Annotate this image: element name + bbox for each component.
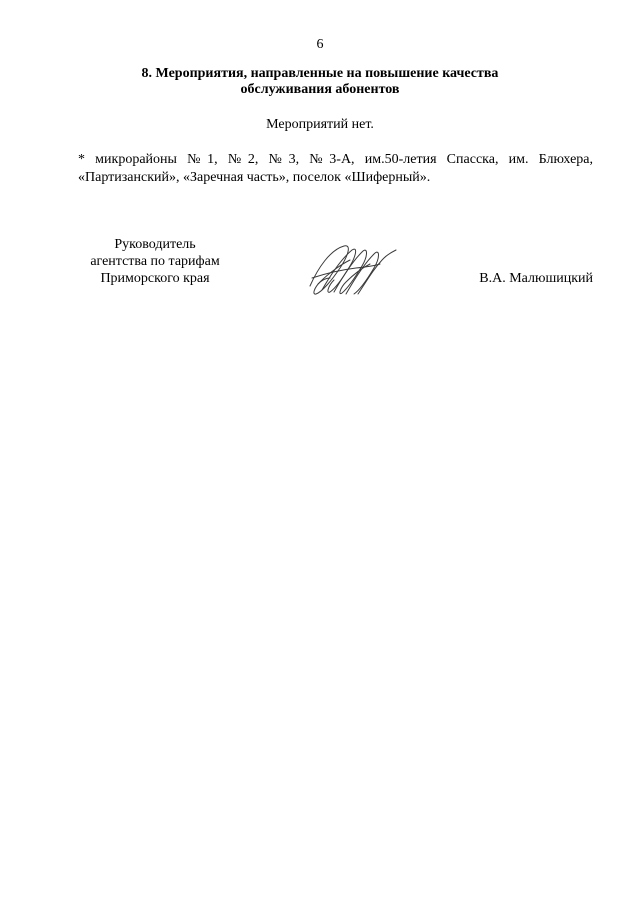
section-heading-line-1: 8. Мероприятия, направленные на повышение качества xyxy=(141,66,499,81)
section-body-text: Мероприятий нет. xyxy=(266,117,374,132)
signer-position-line-3: Приморского края xyxy=(100,271,210,286)
page-number: 6 xyxy=(316,37,324,52)
signer-name: В.А. Малюшицкий xyxy=(479,271,593,286)
signer-position-line-1: Руководитель xyxy=(114,237,196,252)
handwritten-signature xyxy=(300,238,400,302)
footnote-line-1: * микрорайоны №1, №2, №3, №3-А, им.50-летия Спасска, им. Блюхера, xyxy=(78,152,593,167)
signer-position-line-2: агентства по тарифам xyxy=(90,254,220,269)
section-heading xyxy=(80,66,560,98)
signer-position xyxy=(70,236,240,287)
footnote-line-2: «Партизанский», «Заречная часть», поселок «Шиферный». xyxy=(78,170,431,185)
footnote xyxy=(78,151,593,187)
section-heading-line-2: обслуживания абонентов xyxy=(240,82,400,97)
